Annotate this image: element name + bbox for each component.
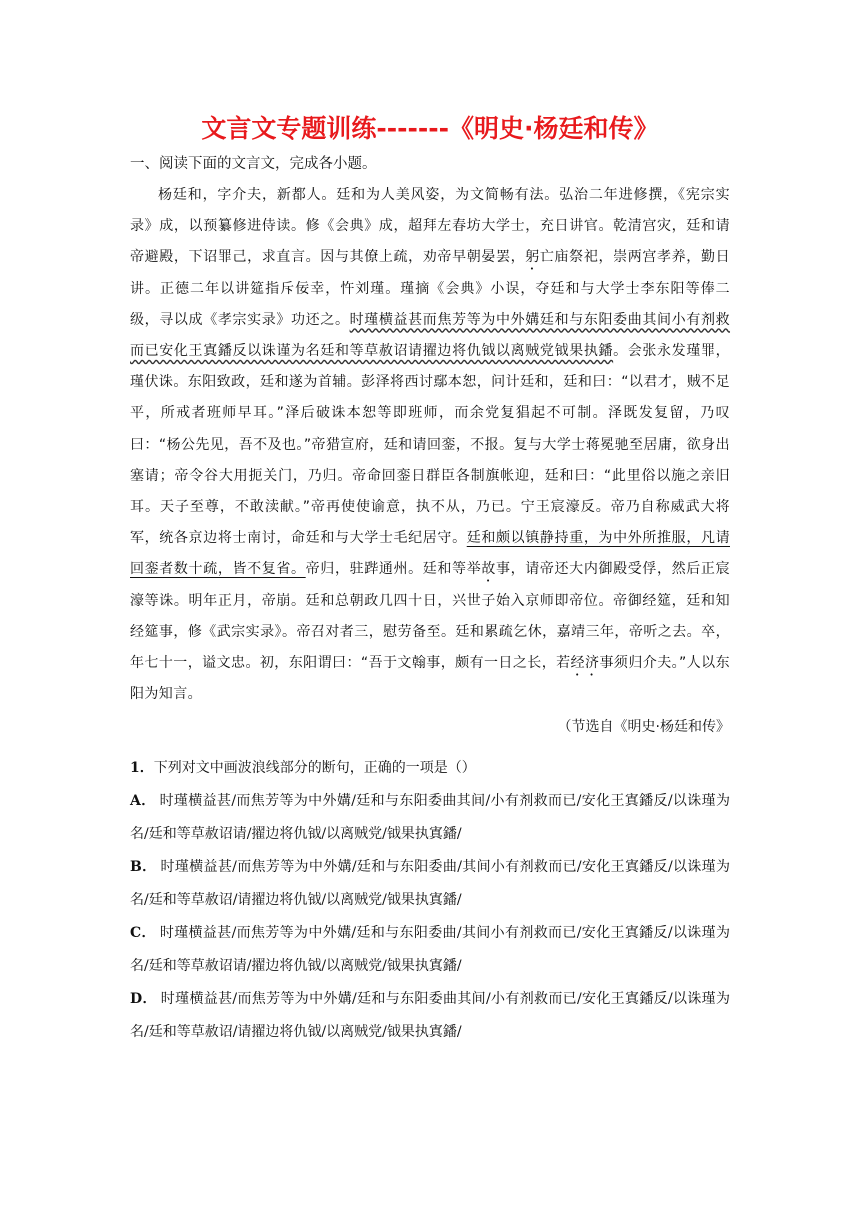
option-letter: A． (130, 793, 156, 810)
emphasis-word: 躬 (525, 249, 540, 266)
section-heading: 一、阅读下面的文言文，完成各小题。 (130, 156, 377, 172)
passage-text (130, 180, 730, 710)
question-number: 1． (130, 760, 154, 777)
option-letter: C． (130, 925, 156, 942)
underlined-sentence: 廷和颇以镇静持重，为中外所推服，凡请回銮者数十疏，皆不复省。 (130, 530, 730, 578)
emphasis-word: 经济 (570, 655, 600, 672)
option-b (130, 851, 730, 917)
source-citation: （节选自《明史·杨廷和传》 (557, 719, 730, 736)
option-d (130, 983, 730, 1049)
passage-part: 事须归介夫。”人以东阳为知言。 (130, 655, 730, 703)
passage-part: 事，请帝还大内御殿受俘，然后正宸濠等诛。明年正月，帝崩。廷和总朝政几四十日，兴世子始入京师即帝位。帝御经筵，廷和知经筵事，修《武宗实录》。帝召对者三，慰劳备至。廷和累疏乞休，嘉靖三年，帝听之去。卒，年七十一，谥文忠。初，东阳谓曰：“吾于文翰事，颇有一日之长，若 (130, 561, 730, 672)
option-text: 时瑾横益甚/而焦芳等为中外媾/廷和与东阳委曲其间/小有剂救而已/安化王寘鐇反/以诛瑾为名/廷和等草赦诏/请擢边将仇钺/以离贼党/钺果执寘鐇/ (130, 991, 730, 1041)
passage-part: 。会张永发瑾罪，瑾伏诛。东阳致政，廷和遂为首辅。彭泽将西讨鄢本恕，问计廷和，廷和曰：“以君才，贼不足平，所戒者班师早耳。”泽后破诛本恕等即班师，而余党复猖起不可制。泽既发复留，乃叹曰：“杨公先见，吾不及也。”帝猎宣府，廷和请回銮，不报。复与大学士蒋冕驰至居庸，欲身出塞请；帝令谷大用扼关门，乃归。帝命回銮日群臣各制旗帐迎，廷和曰：“此里俗以施之亲旧耳。天子至尊，不敢渎献。”帝再使使谕意，执不从，乃已。宁王宸濠反。帝乃自称威武大将军，统各京边将士南讨，命廷和与大学士毛纪居守。 (130, 343, 731, 547)
option-letter: D． (130, 991, 157, 1008)
question-text: 下列对文中画波浪线部分的断句，正确的一项是（） (153, 760, 476, 777)
wavy-underlined-passage: 时瑾横益甚而焦芳等为中外媾廷和与东阳委曲其间小有剂救而已安化王寘鐇反以诛谨为名廷和等草赦诏请擢边将仇钺以离贼党钺果执鐇 (130, 311, 731, 360)
emphasis-word: 故 (481, 561, 496, 578)
option-letter: B． (130, 859, 157, 876)
option-text: 时瑾横益甚/而焦芳等为中外媾/廷和与东阳委曲/其间小有剂救而已/安化王寘鐇反/以诛瑾为名/廷和等草赦诏/请擢边将仇钺/以离贼党/钺果执寘鐇/ (130, 859, 730, 909)
passage-part: 亡庙祭祀，崇两宫孝养，勤日讲。正德二年以讲筵指斥佞幸，忤刘瑾。瑾摘《会典》小误，夺廷和与大学士李东阳等俸二级，寻以成《孝宗实录》功还之。 (130, 249, 730, 328)
passage-part: 帝归，驻跸通州。廷和等举 (305, 561, 482, 578)
option-text: 时瑾横益甚/而焦芳等为中外媾/廷和与东阳委曲/其间小有剂救而已/安化王寘鐇反/以诛瑾为名/廷和等草赦诏请/擢边将仇钺/以离贼党/钺果执寘鐇/ (130, 925, 730, 975)
option-text: 时瑾横益甚/而焦芳等为中外媾/廷和与东阳委曲其间/小有剂救而已/安化王寘鐇反/以诛瑾为名/廷和等草赦诏请/擢边将仇钺/以离贼党/钺果执寘鐇/ (130, 793, 730, 843)
question-stem (130, 752, 730, 785)
option-a (130, 785, 730, 851)
document-title: 文言文专题训练-------《明史·杨廷和传》 (201, 114, 659, 143)
option-c (130, 917, 730, 983)
passage-part: 杨廷和，字介夫，新都人。廷和为人美风姿，为文简畅有法。弘治二年进修撰，《宪宗实录》成，以预纂修进侍读。修《会典》成，超拜左春坊大学士，充日讲官。乾清宫灾，廷和请帝避殿，下诏罪己，求直言。因与其僚上疏，劝帝早朝晏罢， (130, 187, 730, 266)
